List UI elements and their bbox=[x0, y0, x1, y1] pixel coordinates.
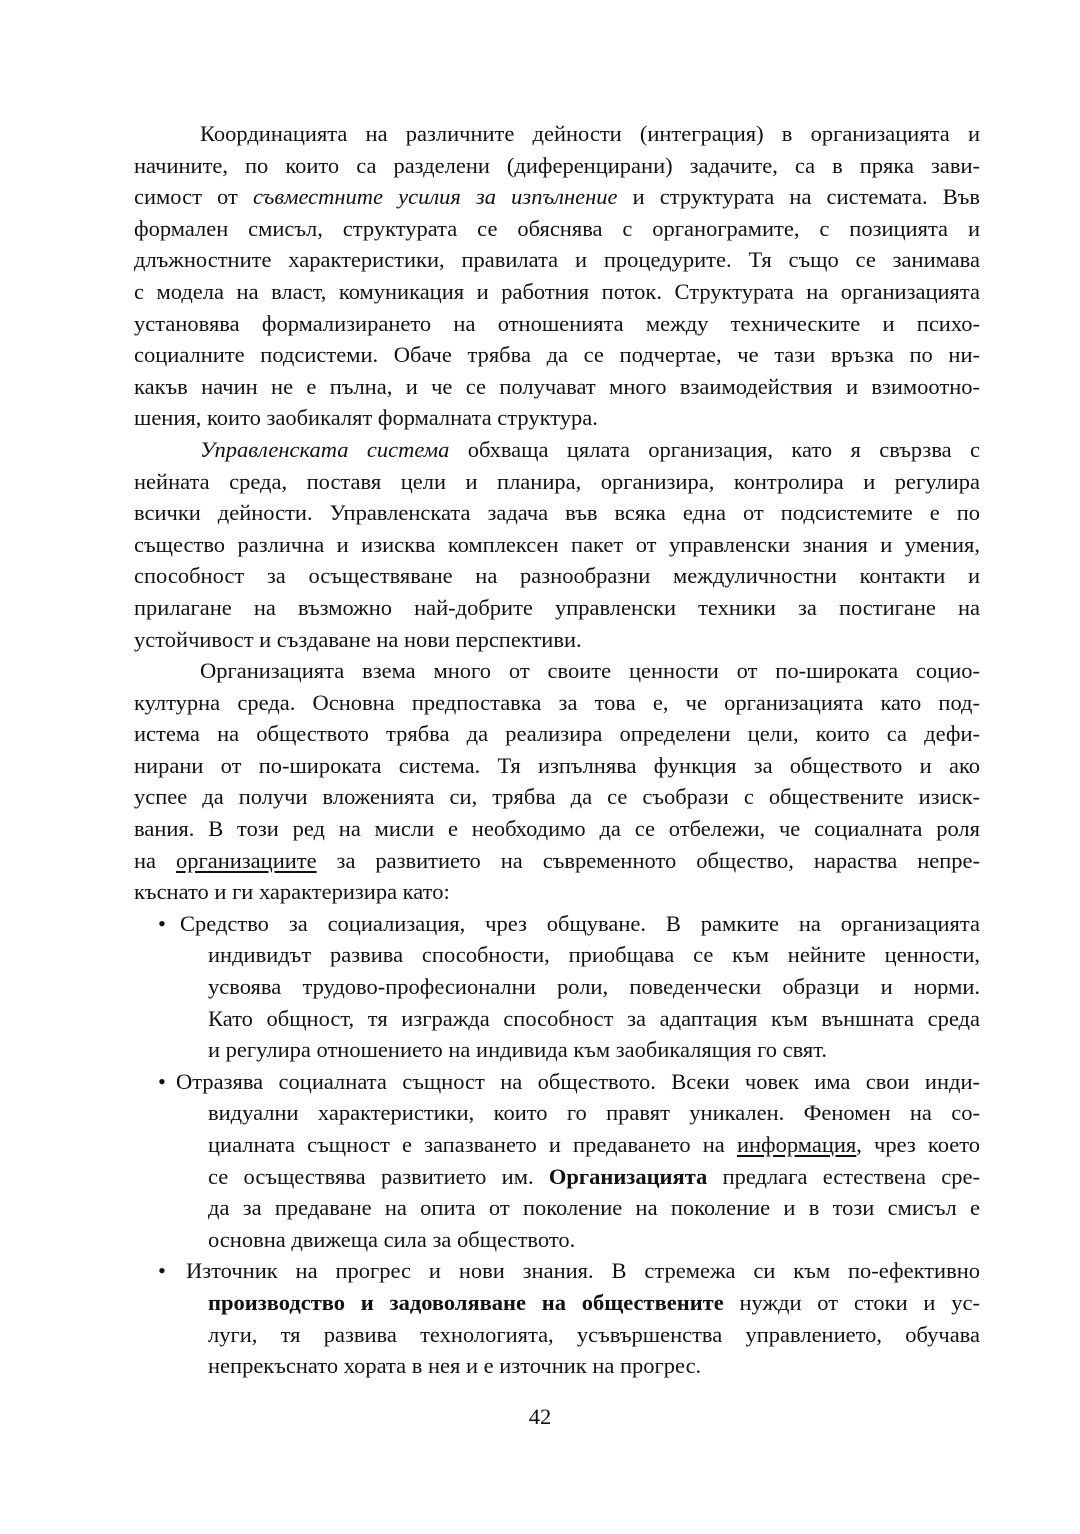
text-line: Като общност, тя изгражда способност за адаптация към външната среда bbox=[208, 1005, 980, 1031]
text-line: формален смисъл, структурата се обяснява с органограмите, с позицията и bbox=[134, 215, 980, 241]
text-line: циалната същност е запазването и предаването на информация, чрез което bbox=[208, 1132, 980, 1157]
bullet-icon: • bbox=[158, 1258, 166, 1284]
bold-phrase: производство и задоволяване на обществените bbox=[208, 1289, 724, 1315]
italic-phrase: съвместните усилия за изпълнение bbox=[252, 184, 618, 210]
text-line: вания. В този ред на мисли е необходимо да се отбележи, че социалната роля bbox=[134, 816, 980, 842]
text-line: всички дейности. Управленската задача във всяка една от подсистемите е по bbox=[134, 500, 980, 526]
text-line: • Средство за социализация, чрез общуване. В рамките на организацията bbox=[158, 908, 980, 940]
text-line: какъв начин не е пълна, и че се получават много взаимодействия и взимоотно- bbox=[134, 373, 980, 399]
text-line: къснато и ги характеризира като: bbox=[134, 879, 450, 905]
bullet-item-1 bbox=[134, 908, 980, 1066]
text-line: социалните подсистеми. Обаче трябва да се подчертае, че тази връзка по ни- bbox=[134, 342, 980, 368]
italic-phrase: Управленската система bbox=[200, 436, 450, 462]
text-line: • Източник на прогрес и нови знания. В стремежа си към по-ефективно bbox=[158, 1255, 980, 1287]
underlined-term: организациите bbox=[175, 847, 317, 873]
text-line: • Отразява социалната същност на обществото. Всеки човек има свои инди- bbox=[158, 1066, 980, 1098]
bullet-item-3 bbox=[134, 1255, 980, 1381]
paragraph-1 bbox=[134, 118, 980, 434]
paragraph-2 bbox=[134, 434, 980, 655]
text-line: производство и задоволяване на обществените нужди от стоки и ус- bbox=[208, 1289, 980, 1315]
text-line: същество различна и изисква комплексен пакет от управленски знания и умения, bbox=[134, 531, 980, 557]
bullet-icon: • bbox=[158, 910, 166, 936]
text-line: успее да получи вложенията си, трябва да се съобрази с обществените изиск- bbox=[134, 784, 980, 810]
text-line: Организацията взема много от своите ценности от по-широката социо- bbox=[200, 658, 980, 684]
text-line: индивидът развива способности, приобщава се към нейните ценности, bbox=[208, 942, 980, 968]
text-line: установява формализирането на отношенията между техническите и психо- bbox=[134, 310, 980, 336]
text-line: основна движеща сила за обществото. bbox=[208, 1226, 576, 1252]
bullet-icon: • bbox=[158, 1068, 166, 1094]
text-line: културна среда. Основна предпоставка за това е, че организацията като под- bbox=[134, 689, 980, 715]
text-line: Управленската система обхваща цялата организация, като я свързва с bbox=[200, 436, 980, 462]
text-line: Координацията на различните дейности (интеграция) в организацията и bbox=[200, 121, 980, 146]
paragraph-3 bbox=[134, 655, 980, 908]
text-line: длъжностните характеристики, правилата и процедурите. Тя също се занимава bbox=[134, 247, 980, 273]
page-text bbox=[134, 118, 980, 1382]
text-line: се осъществява развитието им. Организацията предлага естествена сре- bbox=[208, 1163, 980, 1189]
text-line: усвоява трудово-професионални роли, поведенчески образци и норми. bbox=[208, 974, 980, 1000]
text-line: на организациите за развитието на съвременното общество, нараства непре- bbox=[134, 847, 981, 873]
text-line: луги, тя развива технологията, усъвършенства управлението, обучава bbox=[208, 1321, 980, 1347]
text-line: истема на обществото трябва да реализира определени цели, които са дефи- bbox=[134, 721, 980, 747]
text-line: да за предаване на опита от поколение на поколение и в този смисъл е bbox=[208, 1195, 980, 1221]
bold-term: Организацията bbox=[548, 1163, 708, 1189]
page-number: 42 bbox=[528, 1404, 552, 1429]
text-line: непрекъснато хората в нея и е източник на прогрес. bbox=[208, 1353, 702, 1379]
bullet-item-2 bbox=[134, 1066, 980, 1256]
text-line: шения, които заобикалят формалната структура. bbox=[134, 405, 598, 431]
text-line: и регулира отношението на индивида към заобикалящия го свят. bbox=[208, 1037, 828, 1063]
text-line: с модела на власт, комуникация и работния поток. Структурата на организацията bbox=[134, 278, 980, 304]
text-line: видуални характеристики, които го правят уникален. Феномен на со- bbox=[208, 1100, 980, 1126]
text-line: нирани от по-широката система. Тя изпълнява функция за обществото и ако bbox=[134, 752, 980, 778]
text-line: симост от съвместните усилия за изпълнение и структурата на системата. Във bbox=[134, 184, 980, 210]
text-line: начините, по които са разделени (диференцирани) задачите, са в пряка зави- bbox=[134, 152, 980, 178]
underlined-term: информация bbox=[736, 1132, 857, 1157]
text-line: прилагане на възможно най-добрите управленски техники за постигане на bbox=[134, 594, 980, 620]
text-line: нейната среда, поставя цели и планира, организира, контролира и регулира bbox=[134, 468, 980, 494]
text-line: устойчивост и създаване на нови перспективи. bbox=[134, 626, 582, 652]
text-line: способност за осъществяване на разнообразни междуличностни контакти и bbox=[134, 563, 980, 589]
